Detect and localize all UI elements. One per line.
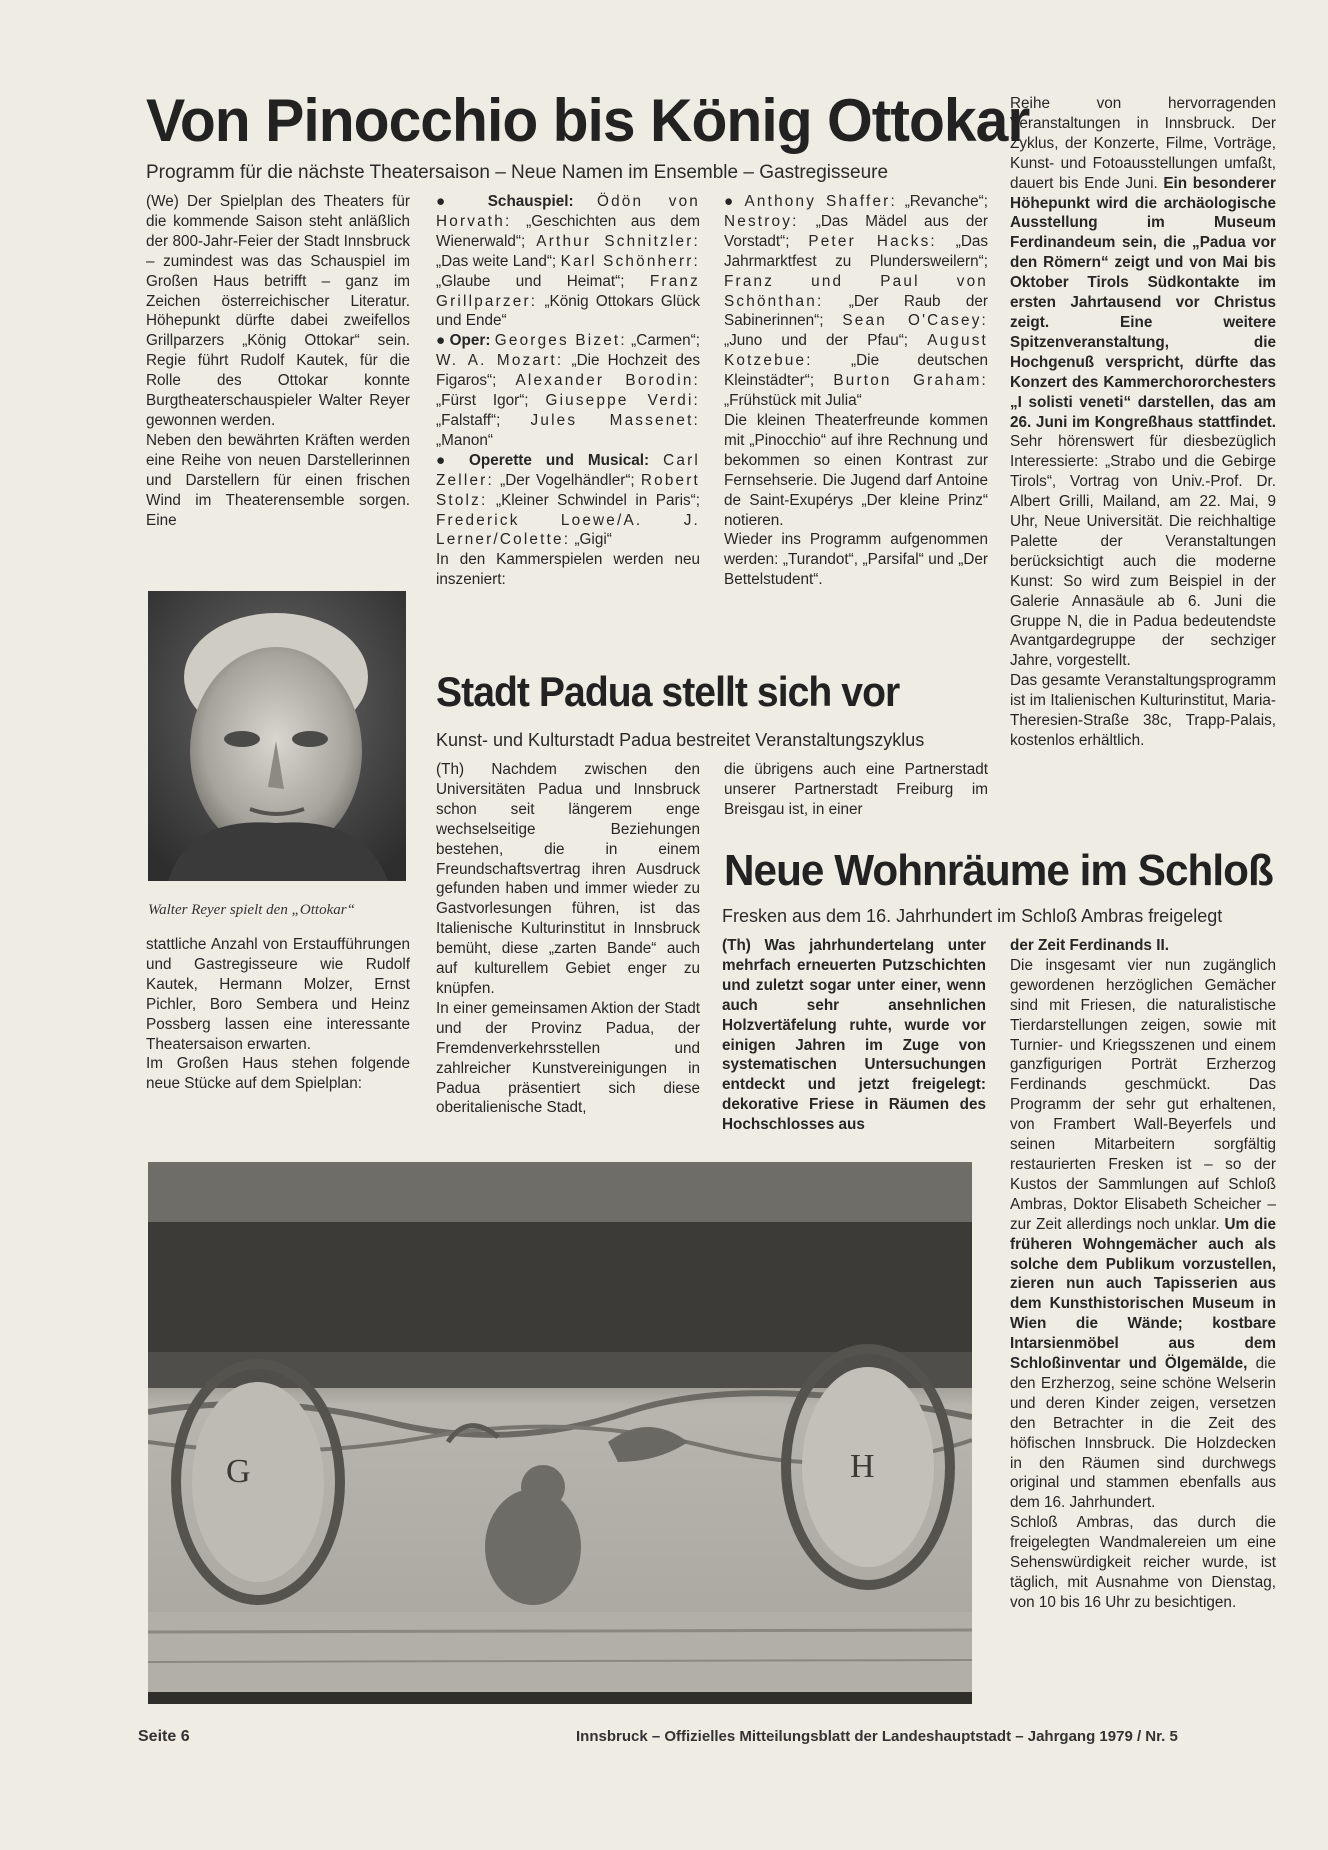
padua-column-a: [436, 760, 700, 1118]
paragraph: Im Großen Haus stehen folgende neue Stücke auf dem Spielplan:: [146, 1055, 410, 1093]
paragraph: [1010, 94, 1276, 671]
author: Burton Graham:: [833, 372, 988, 390]
headline-wohnraeume: Neue Wohnräume im Schloß: [724, 846, 1273, 895]
text: Die reichhaltige Palette der Veranstaltungen berücksichtigt auch die moderne Kunst: So wird zum Beispiel in der Galerie Annasäule ab 6. Juni die: [1010, 513, 1276, 610]
paragraph: (We) Der Spielplan des Theaters für die kommende Saison steht anläßlich der 800-Jahr-Feier der Stadt Innsbruck – zumindest was das Schauspiel im Großen Haus betrifft – ganz im Zeichen österreichischer Literatur. Höhepunkt dürfte dabei zweifellos Grillparzers „König Ottokar“ sein. Regie führt Rudolf Kautek, für die Rolle des Ottokar konnte Burgtheaterschauspieler Walter Reyer gewonnen werden.: [146, 193, 410, 429]
work: „Gigi“: [574, 531, 612, 549]
paragraph: der Zeit Ferdinands II.: [1010, 937, 1169, 954]
work: „Revanche“;: [904, 193, 989, 210]
work: „Der Vogelhändler“;: [500, 471, 635, 489]
author: Anthony Shaffer:: [744, 193, 897, 210]
article1-column1-continued: [146, 935, 410, 1094]
author: Sean O'Casey:: [842, 312, 988, 330]
section-label: Operette und Musical:: [469, 451, 650, 469]
headline-padua: Stadt Padua stellt sich vor: [436, 668, 900, 715]
paragraph: In den Kammerspielen werden neu inszeniert:: [436, 551, 700, 589]
headline-pinocchio: Von Pinocchio bis König Ottokar: [146, 87, 1030, 154]
section-operette: [436, 451, 700, 551]
author: Jules Massenet:: [530, 411, 701, 429]
fresco-letter-h: H: [850, 1448, 875, 1485]
work: „Juno und der Pfau“;: [724, 332, 909, 350]
paragraph: die übrigens auch eine Partnerstadt unserer Partnerstadt Freiburg im Breisgau ist, in einer: [724, 761, 988, 818]
text: die den Erzherzog, seine schöne Welserin und deren Kinder zeigen, versetzen den Betrachter in die Zeit des höfischen Innsbruck. Die Holzdecken in den Räumen sind durchwegs original und stammen ebenfalls aus dem 16. Jahrhundert.: [1010, 1355, 1277, 1512]
author: Karl Schönherr:: [560, 252, 701, 270]
bullet: ●: [436, 451, 455, 469]
padua-right-column: [1010, 94, 1276, 751]
author: Georges Bizet:: [494, 332, 627, 350]
article1-column1: [146, 192, 410, 530]
author: Nestroy:: [724, 212, 799, 230]
fresco-photo: [148, 1162, 972, 1704]
author: August Kotzebue:: [724, 332, 989, 370]
author: Giuseppe Verdi:: [545, 392, 700, 410]
work: „Carmen“;: [631, 332, 701, 350]
work: „König Ottokars Glück und Ende“: [436, 292, 701, 330]
author: Arthur Schnitzler:: [536, 232, 700, 250]
author: Ödön von Horvath:: [436, 193, 701, 230]
work: „Frühstück mit Julia“: [724, 392, 862, 410]
article1-column3: [724, 192, 988, 590]
subtitle-theater: Programm für die nächste Theatersaison – Neue Namen im Ensemble – Gastregisseure: [146, 162, 889, 183]
work: „Die Hochzeit des Figaros“;: [436, 352, 700, 390]
section-schauspiel: [436, 192, 700, 331]
work: „Glaube und Heimat“;: [436, 272, 625, 290]
subtitle-ambras: Fresken aus dem 16. Jahrhundert im Schloß Ambras freigelegt: [722, 906, 1223, 926]
work: „Fürst Igor“;: [436, 392, 529, 410]
bullet: ●: [436, 332, 446, 350]
work: „Manon“: [436, 431, 493, 449]
paragraph: (Th) Was jahrhundertelang unter mehrfach erneuerten Putzschichten und zuletzt sogar unter einer, wenn auch sehr ansehnlichen Holzvertäfelung ruhte, wurde vor einigen Jahren im Zuge von systematischen Untersuchungen entdeckt und jetzt freigelegt: dekorative Friese in Räumen des Hochschlosses aus: [722, 937, 986, 1134]
work: „Der Raub der Sabinerinnen“;: [724, 292, 988, 330]
author: Carl Zeller:: [436, 451, 700, 489]
author: Robert Stolz:: [436, 471, 700, 509]
paragraph: Wieder ins Programm aufgenommen werden: „Turandot“, „Parsifal“ und „Der Bettelstudent“.: [724, 531, 988, 589]
paragraph: Neben den bewährten Kräften werden eine Reihe von neuen Darstellerinnen und Darstellern für einen frischen Wind im Theaterensemble sorgen. Eine: [146, 431, 410, 529]
publication-line: Innsbruck – Offizielles Mitteilungsblatt der Landeshauptstadt – Jahrgang 1979 / Nr. 5: [576, 1728, 1178, 1745]
paragraph: Die kleinen Theaterfreunde kommen mit „Pinocchio“ auf ihre Rechnung und bekommen so einen Kontrast zur Fernsehserie. Die Jugend darf Antoine de Saint-Exupérys „Der kleine Prinz“ notieren.: [724, 411, 988, 529]
text: Die insgesamt vier nun zugänglich gewordenen herzöglichen Gemächer sind mit Friesen, die naturalistische Tierdarstellungen zeigen, sowie mit Turnier- und Kriegsszenen und einem ganzfigurigen Porträt Erzherzog Ferdinands geschmückt. Das Programm der sehr gut erhaltenen, von Frambert Wall-Beyerfels und seinen Mitarbeitern sorgfältig restaurierten Fresken ist – so der Kustos der Sammlungen auf Schloß Ambras, Doktor Elisabeth Scheicher – zur Zeit allerdings noch unklar.: [1010, 956, 1276, 1233]
paragraph: [1010, 956, 1276, 1513]
padua-column-b: [724, 760, 988, 820]
photo-caption: Walter Reyer spielt den „Ottokar“: [148, 902, 355, 918]
text-bold: Um die früheren Wohngemächer auch als solche dem Publikum vorzustellen, zieren nun auch Tapisserien aus dem Kunsthistorischen Museum in Wien die Wände; kostbare Intarsienmöbel aus dem Schloßinventar und Ölgemälde,: [1010, 1215, 1276, 1373]
work: „Geschichten aus dem Wienerwald“;: [436, 212, 701, 250]
work: „Die deutschen Kleinstädter“;: [724, 352, 988, 390]
ambras-column-a: [722, 936, 986, 1135]
page-number: Seite 6: [138, 1728, 190, 1745]
section-label: Schauspiel:: [487, 193, 574, 210]
fresco-letter-g: G: [226, 1453, 251, 1490]
paragraph: stattliche Anzahl von Erstaufführungen und Gastregisseure wie Rudolf Kautek, Hermann Molzer, Ernst Pichler, Boro Sembera und Heinz Possberg lassen eine interessante Theatersaison erwarten.: [146, 936, 410, 1053]
work: „Das Mädel aus der Vorstadt“;: [724, 212, 989, 250]
text: Gruppe N, die in Padua bedeutendste Avantgardegruppe der sechziger Jahre, vorgestellt.: [1010, 612, 1276, 670]
text-bold: Ein besonderer Höhepunkt wird die archäologische Ausstellung im Museum Ferdinandeum sein, die „Padua vor den Römern“ zeigt und von Mai bis Oktober Tirols Südkontakte im ersten Jahrtausend vor Christus zeigt. Eine weitere Spitzenveranstaltung, die Hochgenuß verspricht, dürfte das Konzert des Kammerchororchesters „I solisti veneti“ darstellen, das am 26. Juni im Kongreßhaus stattfindet.: [1010, 174, 1277, 431]
author: Alexander Borodin:: [515, 372, 700, 390]
work: „Falstaff“;: [436, 411, 501, 429]
section-label: Oper:: [449, 332, 491, 350]
author: Frederick Loewe/A. J. Lerner/Colette:: [436, 511, 700, 549]
portrait-illustration: [148, 591, 406, 881]
article1-column2: [436, 192, 700, 590]
portrait-photo: [148, 591, 406, 881]
fresco-illustration: [148, 1162, 972, 1704]
section-oper: [436, 331, 700, 450]
bullet: ●: [436, 193, 465, 210]
subtitle-padua: Kunst- und Kulturstadt Padua bestreitet Veranstaltungszyklus: [436, 730, 925, 750]
bullet: ●: [724, 193, 737, 210]
paragraph: Das gesamte Veranstaltungsprogramm ist im Italienischen Kulturinstitut, Maria-Theresien-Straße 38c, Trapp-Palais, kostenlos erhältlich.: [1010, 672, 1276, 749]
ambras-column-b: [1010, 936, 1276, 1613]
author: Franz und Paul von Schönthan:: [724, 272, 988, 310]
work: „Das Jahrmarktfest zu Plundersweilern“;: [724, 232, 989, 270]
author: Franz Grillparzer:: [436, 272, 700, 310]
author: Peter Hacks:: [808, 232, 937, 250]
paragraph: (Th) Nachdem zwischen den Universitäten Padua und Innsbruck schon seit längerem enge wechselseitige Beziehungen bestehen, die in einem Freundschaftsvertrag ihren Ausdruck gefunden haben und immer wieder zu Gastvorlesungen führen, ist das Italienische Kulturinstitut in Innsbruck bemüht, diese „zarten Bande“ auch auf kulturellem Gebiet enger zu knüpfen.: [436, 761, 700, 997]
paragraph: Schloß Ambras, das durch die freigelegten Wandmalereien um eine Sehenswürdigkeit reicher wurde, ist täglich, mit Ausnahme von Dienstag, von 10 bis 16 Uhr zu besichtigen.: [1010, 1514, 1276, 1611]
work: „Kleiner Schwindel in Paris“;: [495, 491, 700, 509]
work: „Das weite Land“;: [436, 252, 557, 270]
author: W. A. Mozart:: [436, 352, 564, 370]
text: Reihe von hervorragenden Veranstaltungen in Innsbruck. Der Zyklus, der Konzerte, Filme, Vorträge, Kunst- und Fotoausstellungen umfaßt, dauert bis Ende Juni.: [1010, 95, 1276, 192]
kammerspiele-list: [724, 192, 988, 411]
paragraph: In einer gemeinsamen Aktion der Stadt und der Provinz Padua, der Fremdenverkehrsstellen und zahlreicher Kunstvereinigungen in Padua präsentiert sich diese oberitalienische Stadt,: [436, 999, 700, 1117]
text: Sehr hörenswert für diesbezüglich Interessierte: „Strabo und die Gebirge Tirols“, Vortrag von Univ.-Prof. Dr. Albert Grilli, Mailand, am 22. Mai, 9 Uhr, Neue Universität.: [1010, 433, 1276, 531]
